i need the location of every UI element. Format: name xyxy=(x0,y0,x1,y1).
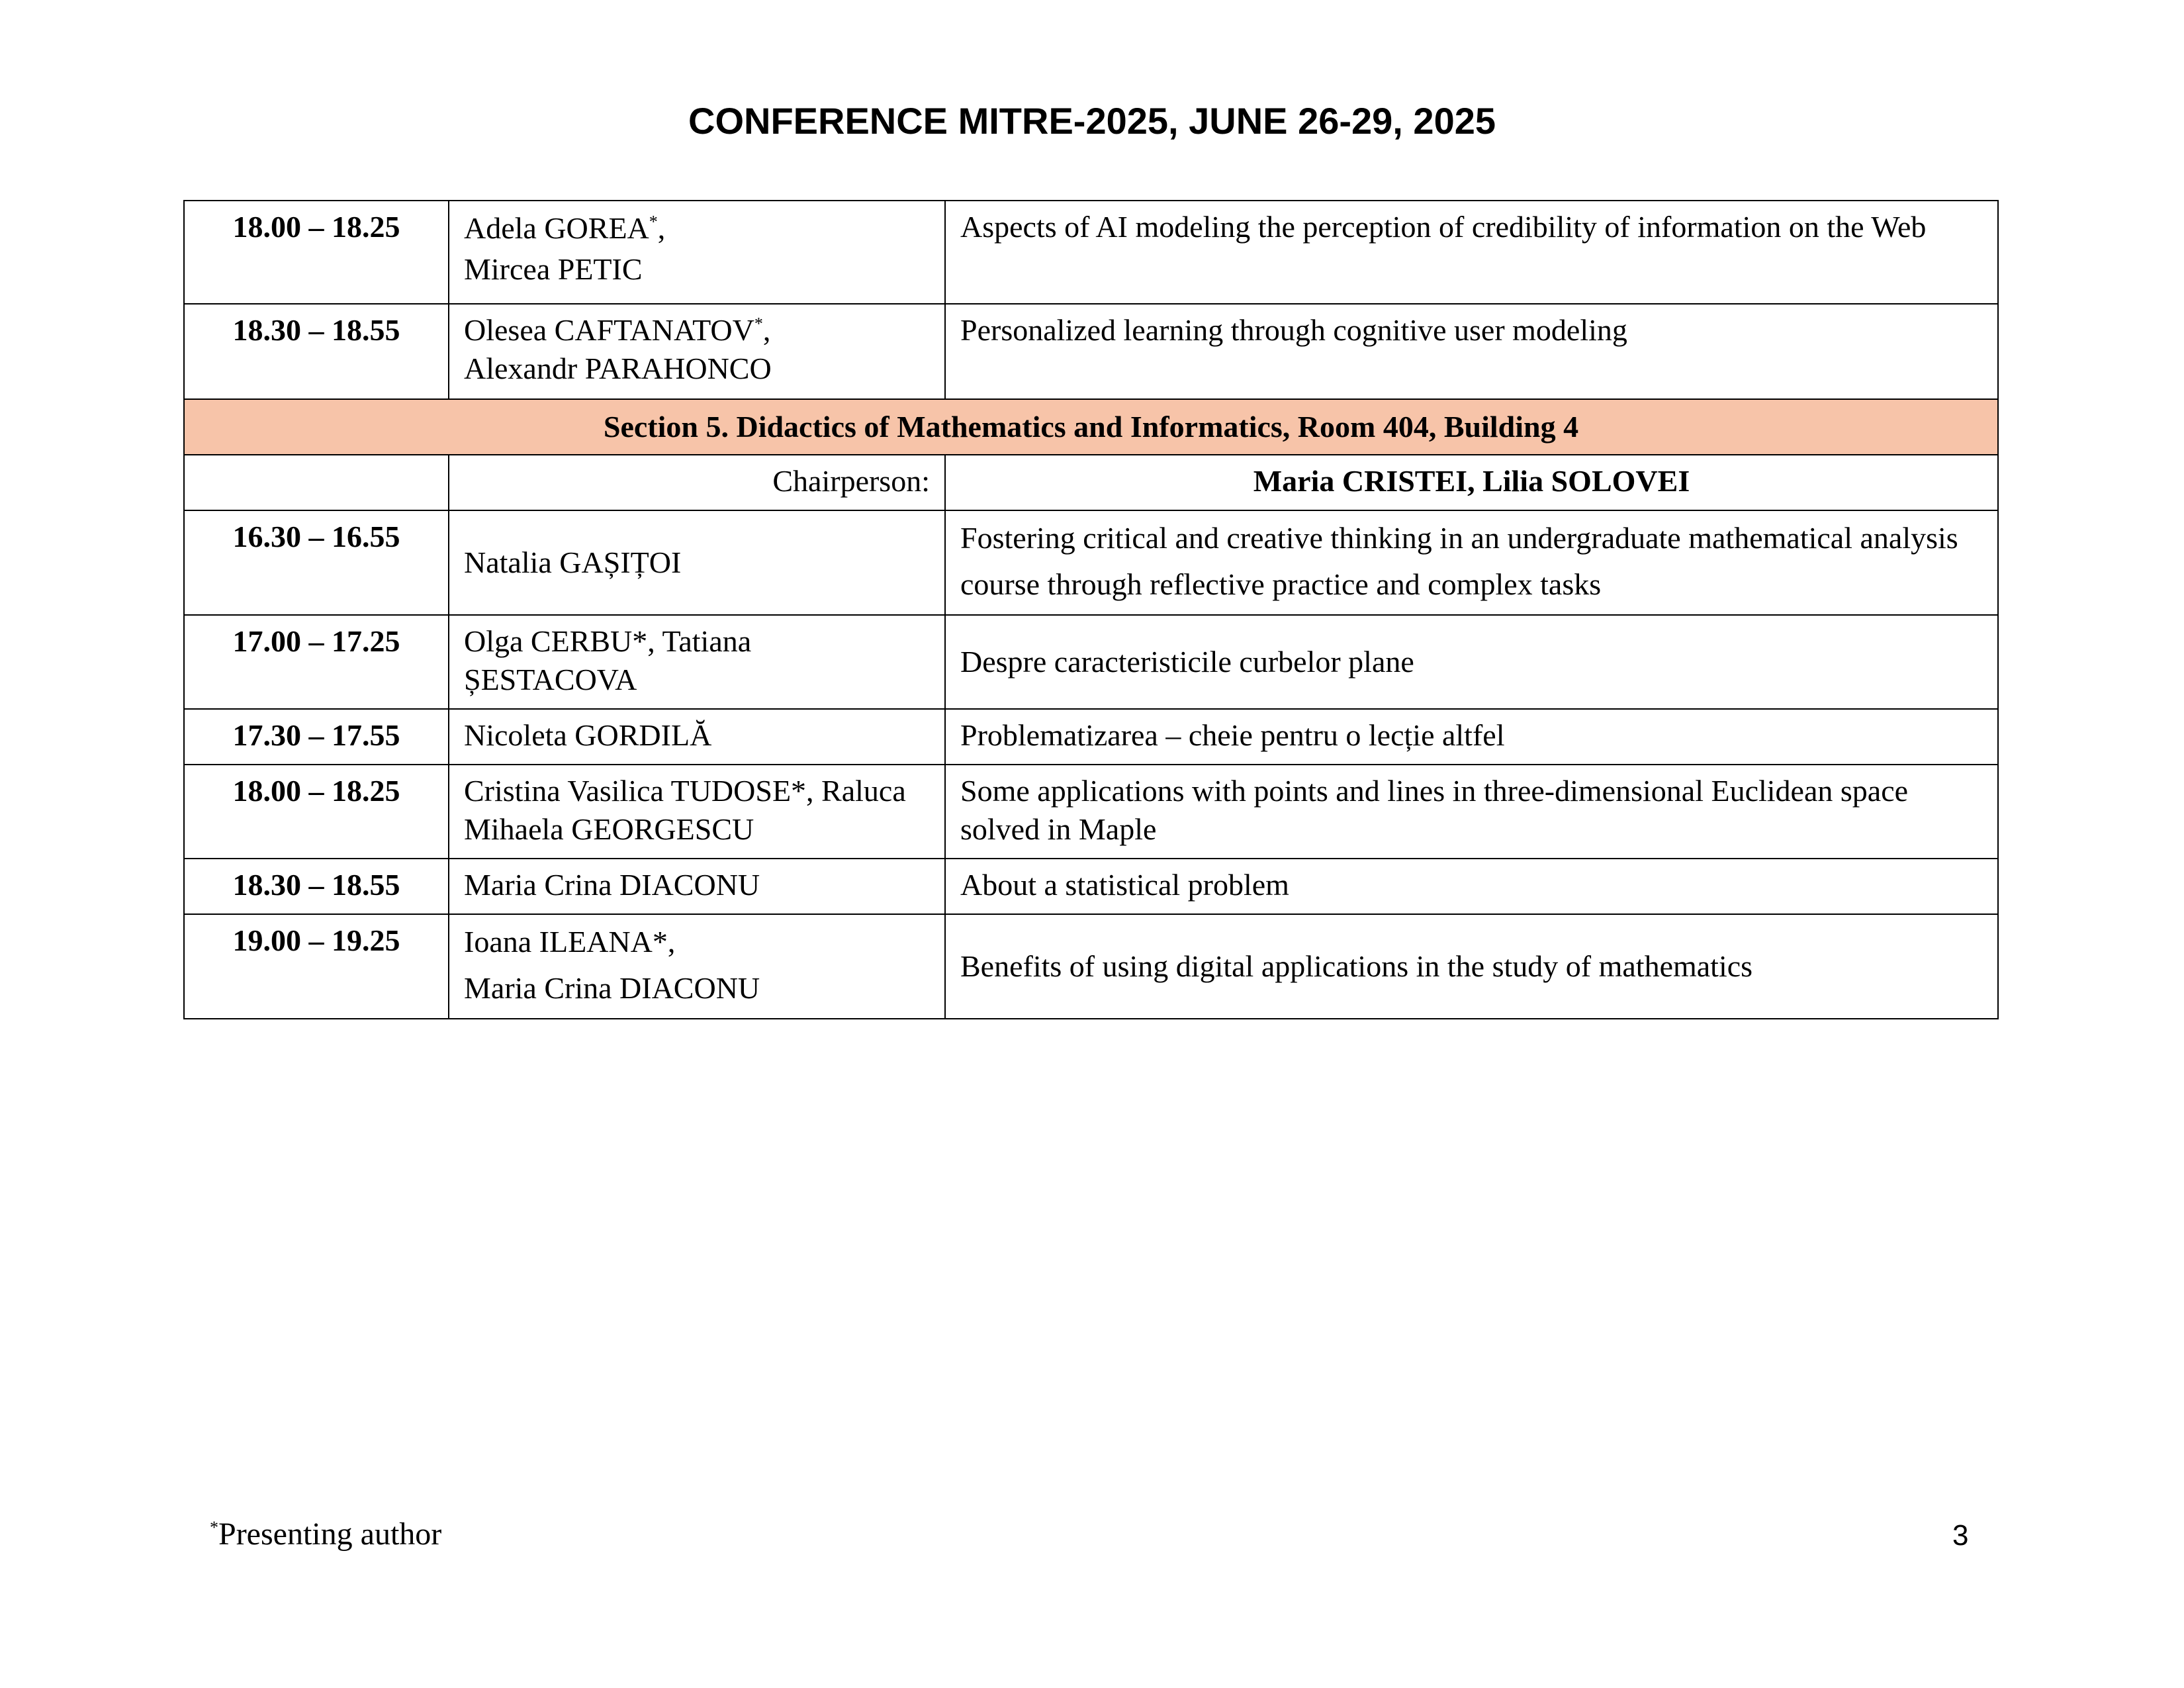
authors-cell: Cristina Vasilica TUDOSE*, Raluca Mihaela GEORGESCU xyxy=(449,765,945,859)
footnote xyxy=(210,1516,441,1552)
talk-title-cell: Fostering critical and creative thinking in an undergraduate mathematical analysis course through reflective practice and complex tasks xyxy=(945,510,1998,615)
chairperson-row xyxy=(184,455,1998,510)
table-row xyxy=(184,859,1998,914)
authors-cell: Olesea CAFTANATOV*, Alexandr PARAHONCO xyxy=(449,304,945,399)
table-row xyxy=(184,304,1998,399)
section-heading-row xyxy=(184,399,1998,455)
time-cell: 17.00 – 17.25 xyxy=(184,615,449,709)
talk-title-cell: Despre caracteristicile curbelor plane xyxy=(945,615,1998,709)
time-cell: 18.30 – 18.55 xyxy=(184,859,449,914)
authors-cell: Maria Crina DIACONU xyxy=(449,859,945,914)
talk-title-cell: Aspects of AI modeling the perception of credibility of information on the Web xyxy=(945,201,1998,304)
author-name: Ioana ILEANA*, xyxy=(464,925,676,959)
author-name: Adela GOREA xyxy=(464,211,649,245)
time-cell: 18.00 – 18.25 xyxy=(184,201,449,304)
table-row xyxy=(184,201,1998,304)
chairperson-label: Chairperson: xyxy=(449,455,945,510)
section-heading: Section 5. Didactics of Mathematics and Informatics, Room 404, Building 4 xyxy=(184,399,1998,455)
time-cell: 17.30 – 17.55 xyxy=(184,709,449,765)
authors-cell: Nicoleta GORDILĂ xyxy=(449,709,945,765)
authors-cell xyxy=(449,914,945,1019)
time-cell: 18.30 – 18.55 xyxy=(184,304,449,399)
authors-cell: Adela GOREA*, Mircea PETIC xyxy=(449,201,945,304)
talk-title-cell: Problematizarea – cheie pentru o lecție altfel xyxy=(945,709,1998,765)
chairperson-names: Maria CRISTEI, Lilia SOLOVEI xyxy=(945,455,1998,510)
talk-title-cell: About a statistical problem xyxy=(945,859,1998,914)
page-number: 3 xyxy=(1952,1519,1969,1552)
presenting-author-mark: * xyxy=(649,212,658,232)
time-cell: 18.00 – 18.25 xyxy=(184,765,449,859)
page-title: CONFERENCE MITRE-2025, JUNE 26-29, 2025 xyxy=(688,100,1496,142)
talk-title-cell: Benefits of using digital applications in the study of mathematics xyxy=(945,914,1998,1019)
authors-cell: Olga CERBU*, Tatiana ȘESTACOVA xyxy=(449,615,945,709)
author-name: Maria Crina DIACONU xyxy=(464,971,760,1005)
table-row xyxy=(184,914,1998,1019)
table-row xyxy=(184,510,1998,615)
time-cell: 19.00 – 19.25 xyxy=(184,914,449,1019)
author-name: Olesea CAFTANATOV xyxy=(464,313,754,347)
program-table xyxy=(183,200,1999,1019)
author-name: Mircea PETIC xyxy=(464,252,643,286)
talk-title-cell: Some applications with points and lines in three-dimensional Euclidean space solved in Maple xyxy=(945,765,1998,859)
table-row xyxy=(184,615,1998,709)
author-name: Alexandr PARAHONCO xyxy=(464,352,772,385)
talk-title-cell: Personalized learning through cognitive user modeling xyxy=(945,304,1998,399)
table-row xyxy=(184,765,1998,859)
footnote-mark: * xyxy=(210,1518,218,1537)
table-row xyxy=(184,709,1998,765)
footnote-text: Presenting author xyxy=(218,1517,442,1552)
presenting-author-mark: * xyxy=(754,314,763,334)
time-cell: 16.30 – 16.55 xyxy=(184,510,449,615)
authors-cell: Natalia GAȘIȚOI xyxy=(449,510,945,615)
empty-cell xyxy=(184,455,449,510)
